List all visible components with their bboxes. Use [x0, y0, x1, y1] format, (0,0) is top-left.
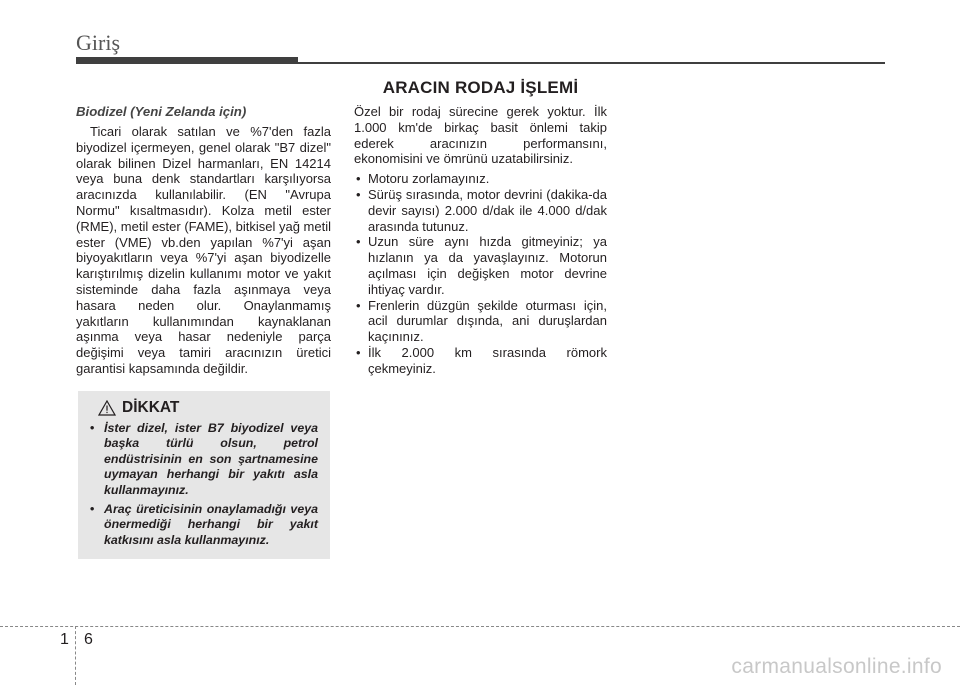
break-in-item: • Sürüş sırasında, motor devrini (dakika-da devir sayısı) 2.000 d/dak ile 4.000 d/dak arasında tutunuz.	[354, 187, 607, 234]
break-in-item: • Motoru zorlamayınız.	[354, 171, 607, 187]
page-number: 6	[84, 631, 93, 648]
break-in-list	[354, 171, 607, 376]
watermark: carmanualsonline.info	[731, 655, 942, 678]
page-header-title: Giriş	[76, 30, 120, 55]
warning-triangle-icon	[98, 400, 116, 416]
footer-dashed-rule	[0, 626, 960, 627]
caution-header	[98, 399, 318, 417]
footer-dashed-divider	[75, 626, 76, 685]
biodiesel-column	[76, 104, 331, 377]
caution-title: DİKKAT	[122, 399, 180, 416]
break-in-item: • Uzun süre aynı hızda gitmeyiniz; ya hızlanın ya da yavaşlayınız. Motorun açılması için değişken motor devrine ihtiyaç vardır.	[354, 234, 607, 297]
chapter-number: 1	[60, 631, 69, 648]
header-rule-thick	[76, 57, 298, 64]
caution-item: • Araç üreticisinin onaylamadığı veya önermediği herhangi bir yakıt katkısını asla kullanmayınız.	[90, 502, 318, 548]
break-in-column	[354, 104, 607, 377]
biodiesel-paragraph: Ticari olarak satılan ve %7'den fazla biyodizel içermeyen, genel olarak "B7 dizel" olarak bilinen Dizel harmanları, EN 14214 veya buna denk standartları karşılıyorsa aracınızda kullanılabilir. (EN "Avrupa Normu" kısaltmasıdır). Kolza metil ester (RME), metil ester (FAME), bitkisel yağ metil ester (VME) vb.den yapılan %7'yi aşan biyoyakıtların veya %7'yi aşan biyodizelle karıştırılmış dizelin kullanımı motor ve yakıt sisteminde daha fazla aşınmaya veya hasara neden olur. Onaylanmamış yakıtların kullanımından kaynaklanan aşınma veya hasar nedeniyle parça değişimi veya tamiri aracınızın üretici garantisi kapsamında değildir.	[76, 124, 331, 376]
break-in-item: • Frenlerin düzgün şekilde oturması için, acil durumlar dışında, ani duruşlardan kaçınınız.	[354, 298, 607, 345]
caution-list	[90, 421, 318, 548]
biodiesel-heading: Biodizel (Yeni Zelanda için)	[76, 104, 247, 119]
caution-box	[78, 391, 330, 559]
header-rule-thin	[298, 62, 885, 64]
break-in-intro: Özel bir rodaj sürecine gerek yoktur. İlk 1.000 km'de birkaç basit önlemi takip ederek aracınızın performansını, ekonomisini ve ömrünü uzatabilirsiniz.	[354, 104, 607, 167]
break-in-item: • İlk 2.000 km sırasında römork çekmeyiniz.	[354, 345, 607, 377]
break-in-section-title: ARACIN RODAJ İŞLEMİ	[382, 78, 579, 97]
caution-item: • İster dizel, ister B7 biyodizel veya başka türlü olsun, petrol endüstrisinin en son şartnamesine uymayan herhangi bir yakıtı asla kullanmayınız.	[90, 421, 318, 498]
